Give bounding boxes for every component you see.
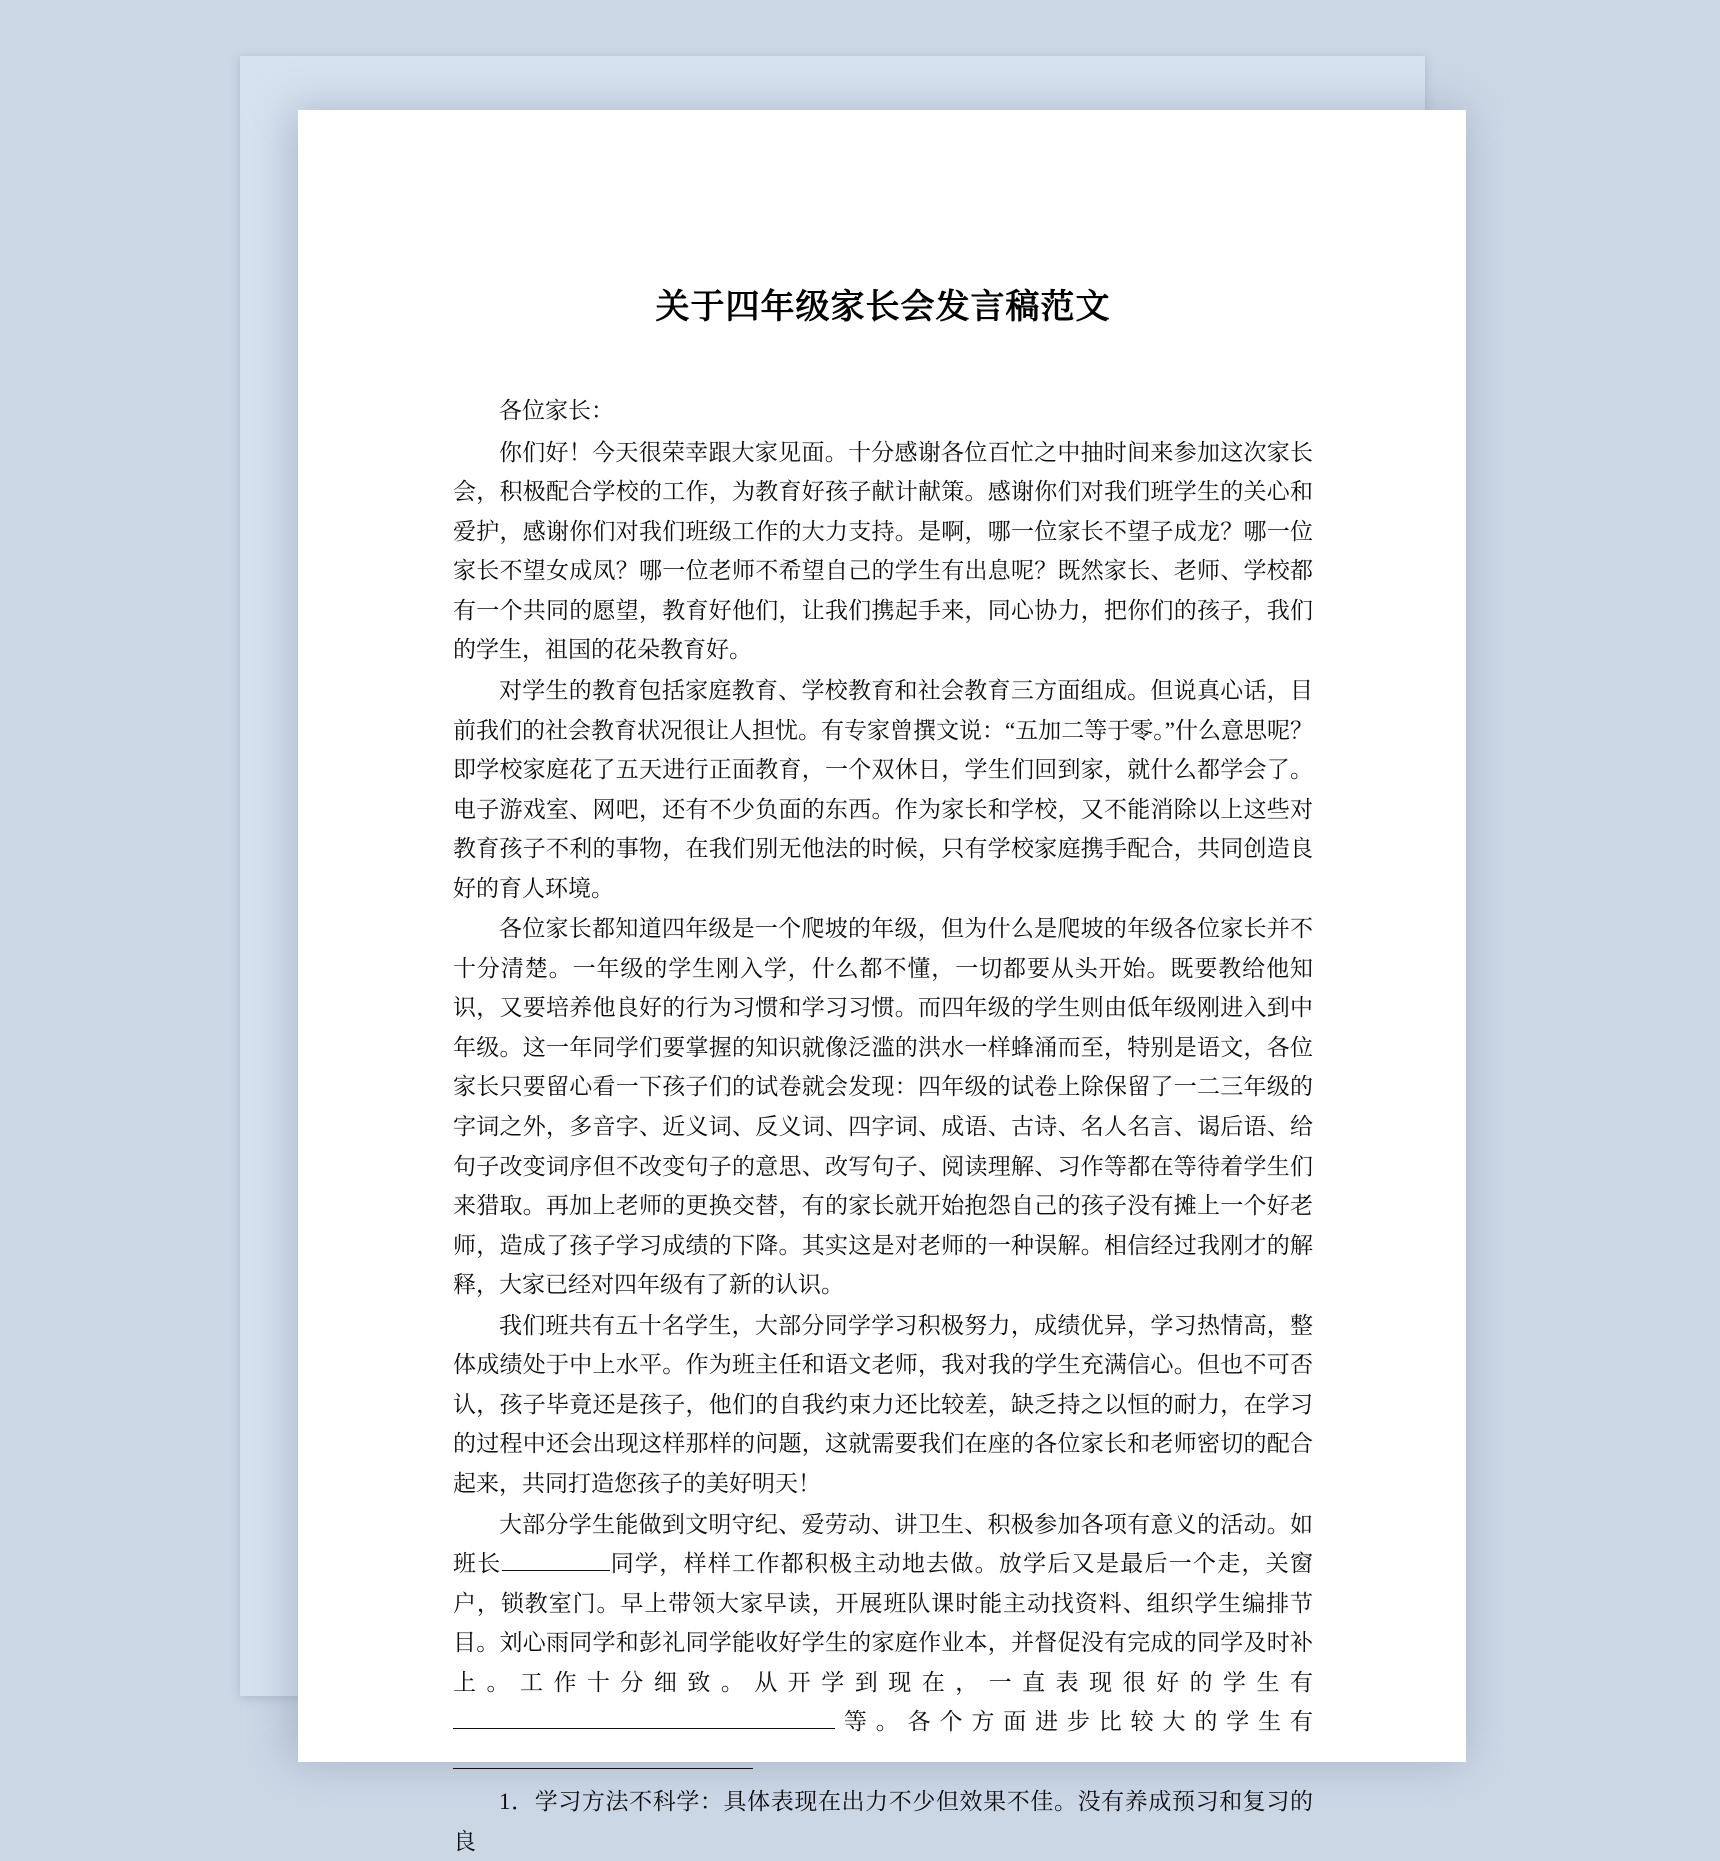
salutation: 各位家长： <box>499 398 614 424</box>
fill-in-blank-class-monitor[interactable] <box>502 1546 610 1571</box>
paragraph-5-segment-3: 等。各个方面进步比较大的学生有 <box>835 1709 1313 1735</box>
paragraph-4: 我们班共有五十名学生，大部分同学学习积极努力，成绩优异，学习热情高，整体成绩处于中上水平。作为班主任和语文老师，我对我的学生充满信心。但也不可否认，孩子毕竟还是孩子，他们的自我约束力还比较差，缺乏持之以恒的耐力，在学习的过程中还会出现这样那样的问题，这就需要我们在座的各位家长和老师密切的配合起来，共同打造您孩子的美好明天！ <box>453 1312 1313 1496</box>
paragraph-1: 你们好！今天很荣幸跟大家见面。十分感谢各位百忙之中抽时间来参加这次家长会，积极配合学校的工作，为教育好孩子献计献策。感谢你们对我们班学生的关心和爱护，感谢你们对我们班级工作的大力支持。是啊，哪一位家长不望子成龙？哪一位家长不望女成凤？哪一位老师不希望自己的学生有出息呢？既然家长、老师、学校都有一个共同的愿望，教育好他们，让我们携起手来，同心协力，把你们的孩子，我们的学生，祖国的花朵教育好。 <box>453 439 1313 663</box>
paragraph-5-segment-1: 大部分学生能做到文明守纪、爱劳动、讲卫生、积极参加各项有意义的活动。如班长 <box>453 1511 1313 1577</box>
document-body <box>453 285 1313 1861</box>
paragraph-5-segment-2: 同学，样样工作都积极主动地去做。放学后又是最后一个走，关窗户，锁教室门。早上带领大家早读，开展班队课时能主动找资料、组织学生编排节目。刘心雨同学和彭礼同学能收好学生的家庭作业本，并督促没有完成的同学及时补上。工作十分细致。从开学到现在，一直表现很好的学生有 <box>453 1551 1314 1695</box>
document-page <box>298 110 1466 1854</box>
paragraph-3: 各位家长都知道四年级是一个爬坡的年级，但为什么是爬坡的年级各位家长并不十分清楚。一年级的学生刚入学，什么都不懂，一切都要从头开始。既要教给他知识，又要培养他良好的行为习惯和学习习惯。而四年级的学生则由低年级刚进入到中年级。这一年同学们要掌握的知识就像泛滥的洪水一样蜂涌而至，特别是语文，各位家长只要留心看一下孩子们的试卷就会发现：四年级的试卷上除保留了一二三年级的字词之外，多音字、近义词、反义词、四字词、成语、古诗、名人名言、谒后语、给句子改变词序但不改变句子的意思、改写句子、阅读理解、习作等都在等待着学生们来猎取。再加上老师的更换交替，有的家长就开始抱怨自己的孩子没有摊上一个好老师，造成了孩子学习成绩的下降。其实这是对老师的一种误解。相信经过我刚才的解释，大家已经对四年级有了新的认识。 <box>453 916 1313 1298</box>
fill-in-blank-good-students[interactable] <box>453 1704 835 1729</box>
paragraph-2: 对学生的教育包括家庭教育、学校教育和社会教育三方面组成。但说真心话，目前我们的社会教育状况很让人担忧。有专家曾撰文说：“五加二等于零。”什么意思呢？即学校家庭花了五天进行正面教育，一个双休日，学生们回到家，就什么都学会了。电子游戏室、网吧，还有不少负面的东西。作为家长和学校，又不能消除以上这些对教育孩子不利的事物，在我们别无他法的时候，只有学校家庭携手配合，共同创造良好的育人环境。 <box>453 678 1313 901</box>
fill-in-blank-improved-students[interactable] <box>453 1744 753 1769</box>
numbered-item-1: 1．学习方法不科学：具体表现在出力不少但效果不佳。没有养成预习和复习的良 <box>453 1789 1313 1854</box>
document-title: 关于四年级家长会发言稿范文 <box>655 288 1111 326</box>
paragraph-5-with-blanks <box>453 1505 1313 1782</box>
